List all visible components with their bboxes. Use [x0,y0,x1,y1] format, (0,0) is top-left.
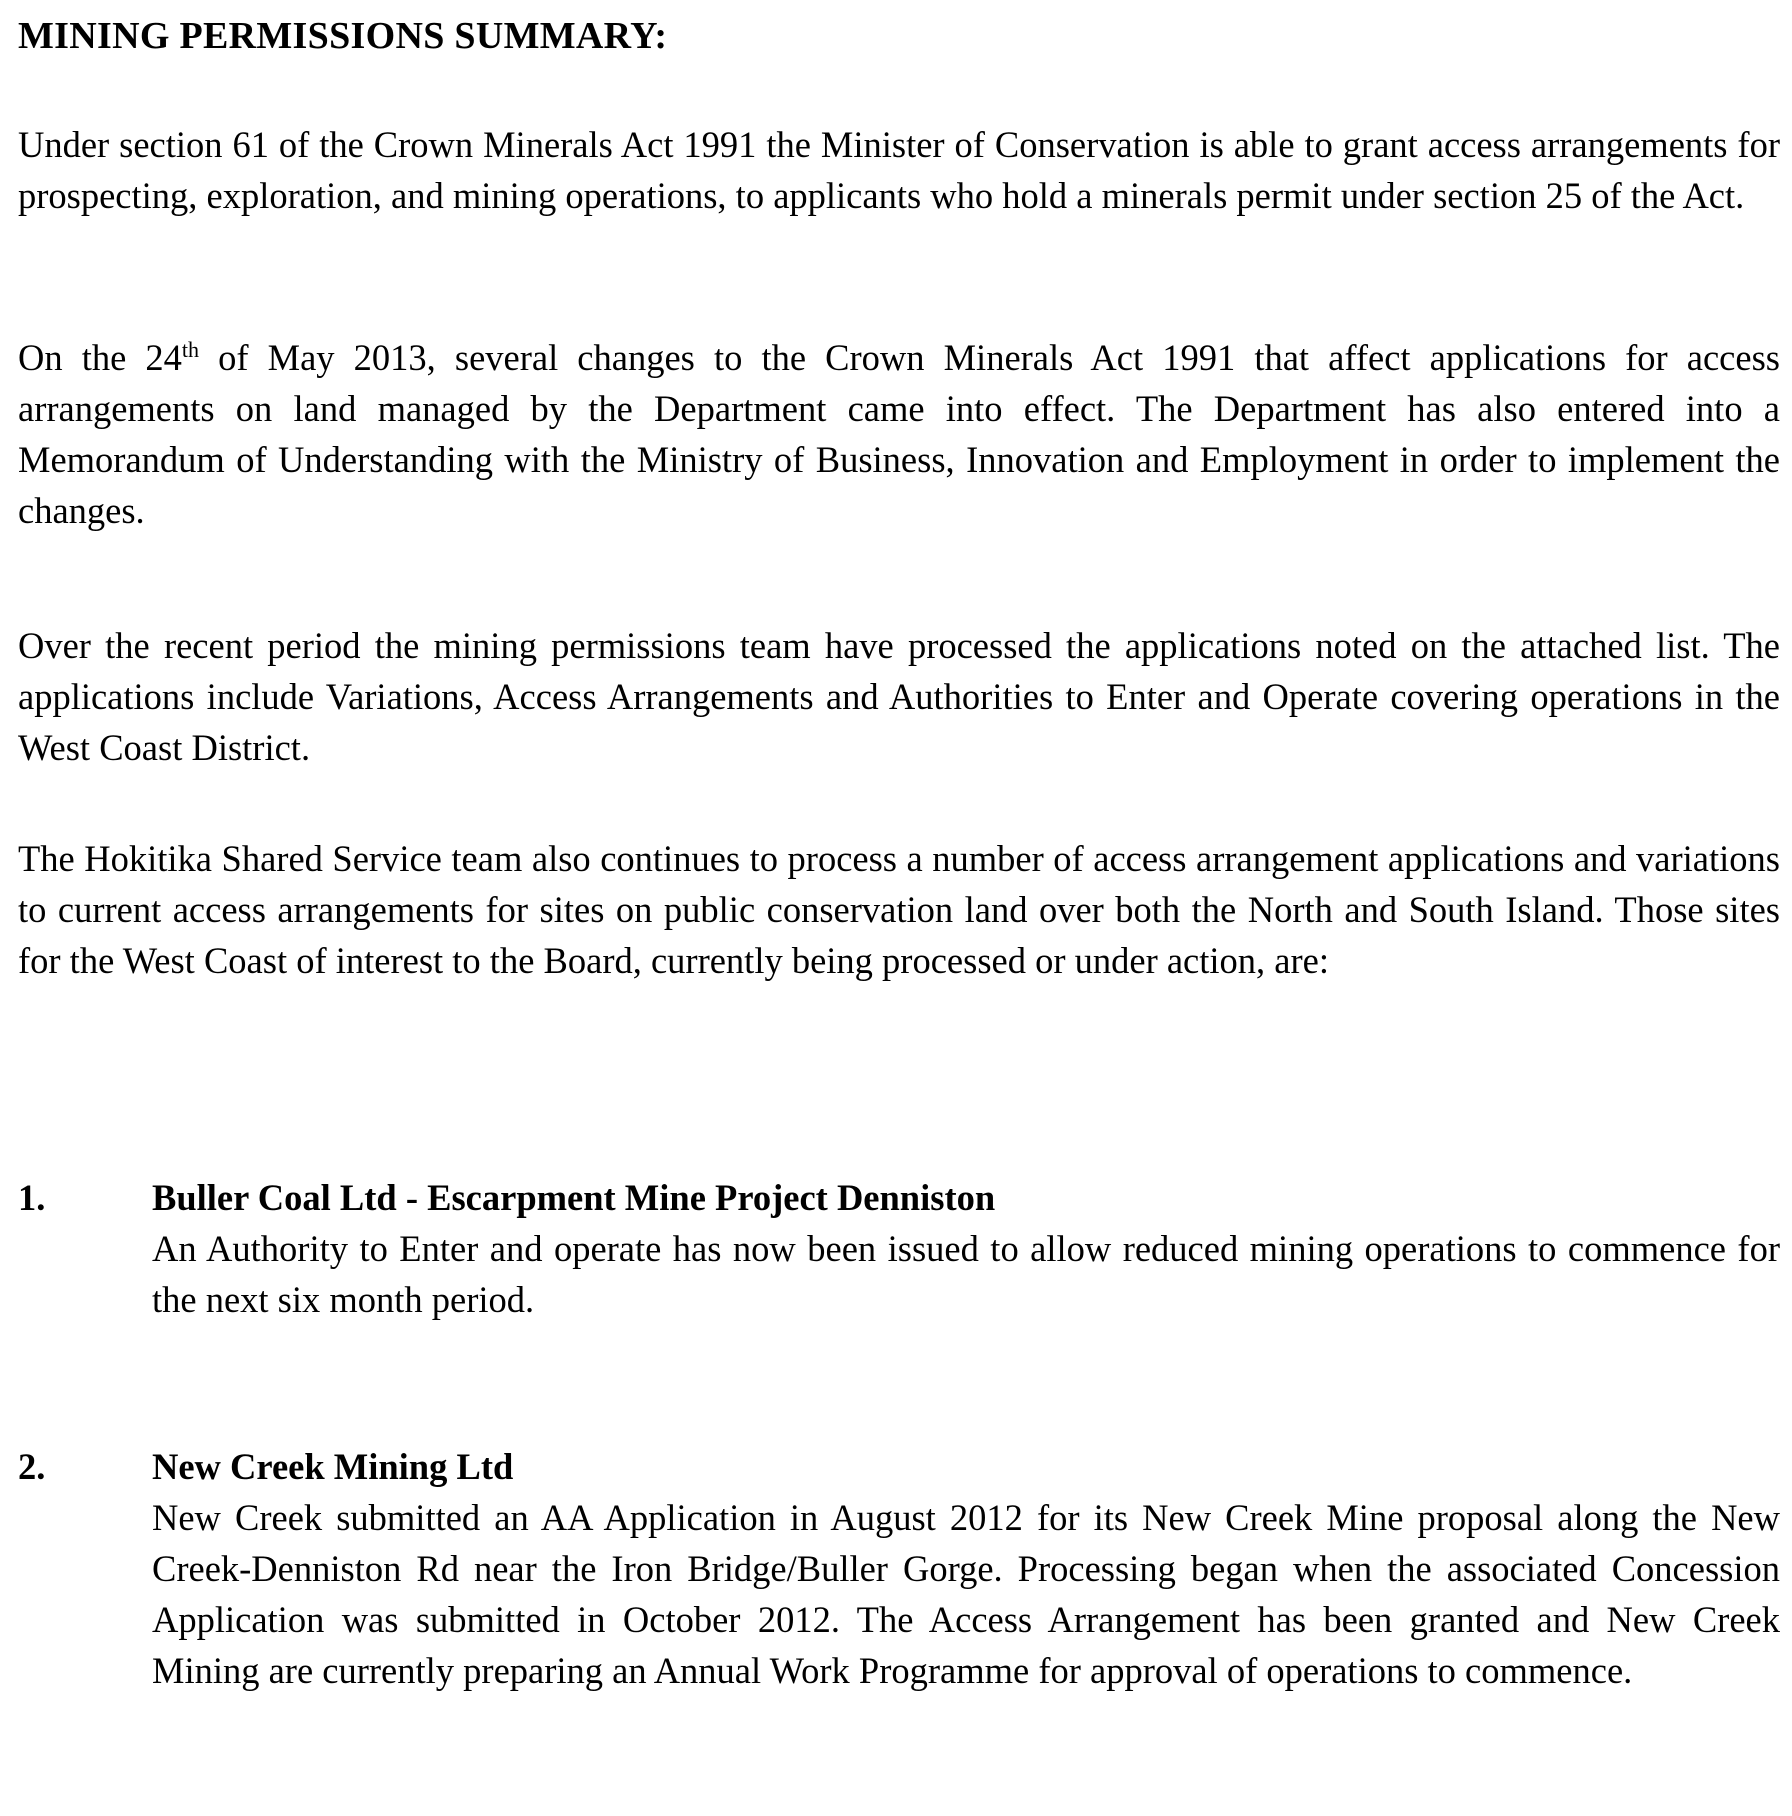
ordinal-suffix: th [181,336,200,362]
list-item-text: New Creek submitted an AA Application in August 2012 for its New Creek Mine proposal along the New Creek-Denniston Rd near the Iron Bridge/Buller Gorge. Processing began when the associated Concession Application was submitted in October 2012. The Access Arrangement has been granted and New Creek Mining are currently preparing an Annual Work Programme for approval of operations to commence. [152,1497,1780,1691]
list-item-title: Buller Coal Ltd - Escarpment Mine Project Denniston [152,1177,996,1218]
paragraph-act-changes [18,332,1780,536]
page-title: MINING PERMISSIONS SUMMARY: [18,15,668,57]
paragraph-act-changes-start: On the 24 [18,337,182,378]
paragraph-section-61: Under section 61 of the Crown Minerals Act 1991 the Minister of Conservation is able to grant access arrangements for prospecting, exploration, and mining operations, to applicants who hold a minerals permit under section 25 of the Act. [18,124,1780,216]
list-item-number: 2. [18,1446,46,1487]
list-item-body [152,1172,1780,1325]
list-item-title: New Creek Mining Ltd [152,1446,514,1487]
list-item-body [152,1441,1780,1696]
paragraph-hokitika-team: The Hokitika Shared Service team also continues to process a number of access arrangement applications and variations to current access arrangements for sites on public conservation land over both the North and South Island. Those sites for the West Coast of interest to the Board, currently being processed or under action, are: [18,838,1780,981]
paragraph-act-changes-rest: of May 2013, several changes to the Crown Minerals Act 1991 that affect applications for access arrangements on land managed by the Department came into effect. The Department has also entered into a Memorandum of Understanding with the Ministry of Business, Innovation and Employment in order to implement the changes. [18,337,1780,531]
list-item-text: An Authority to Enter and operate has now been issued to allow reduced mining operations to commence for the next six month period. [152,1228,1780,1320]
list-item-number: 1. [18,1177,46,1218]
paragraph-recent-applications: Over the recent period the mining permissions team have processed the applications noted on the attached list. The applications include Variations, Access Arrangements and Authorities to Enter and Operate covering operations in the West Coast District. [18,625,1780,768]
